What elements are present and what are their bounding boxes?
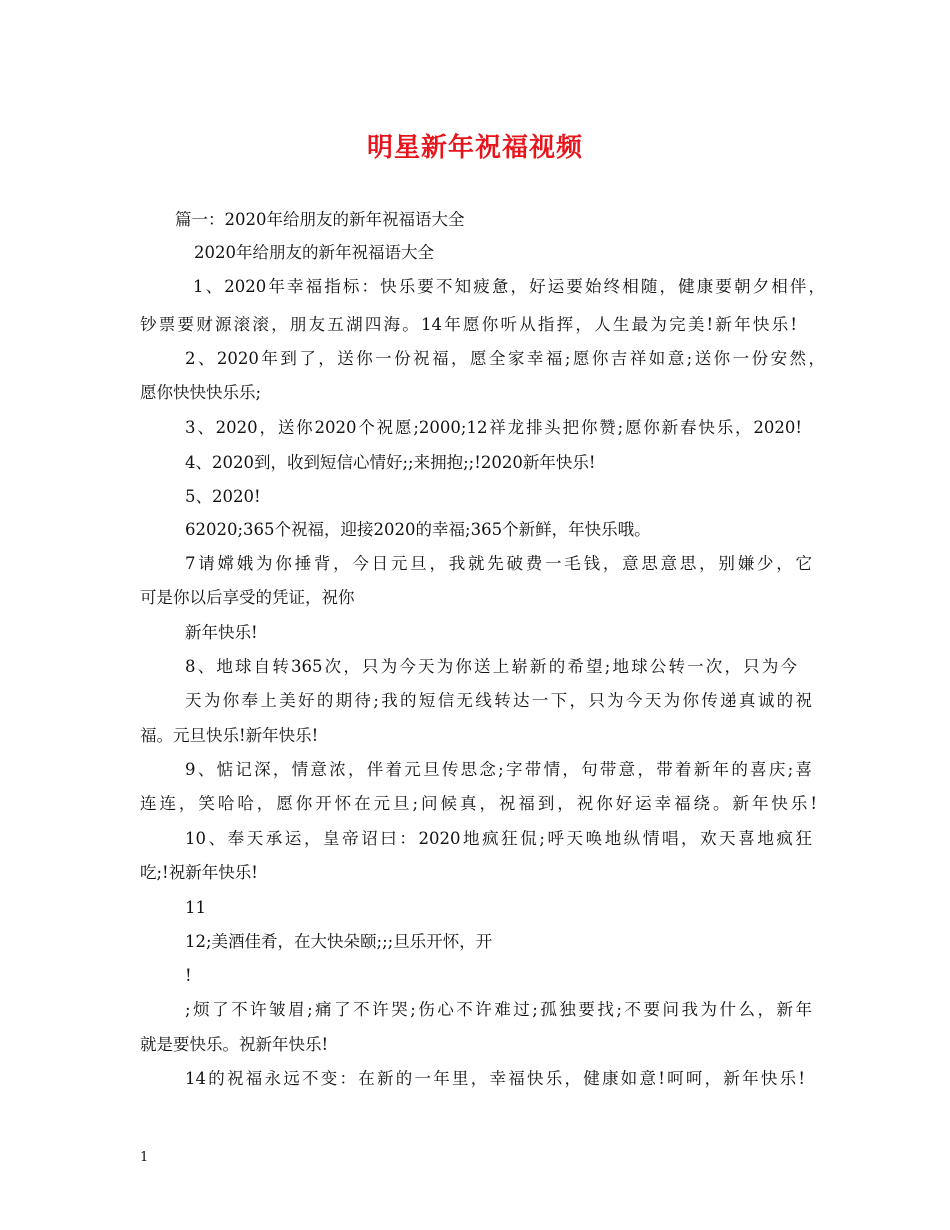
text-line: 2020年给朋友的新年祝福语大全 bbox=[194, 243, 434, 262]
text-line: 5、2020! bbox=[185, 487, 261, 506]
text-line: 9、惦记深，情意浓，伴着元旦传思念;字带情，句带意，带着新年的喜庆;喜 bbox=[185, 760, 812, 779]
text-line: 吃;!祝新年快乐! bbox=[140, 863, 258, 882]
text-line: 愿你快快快乐乐; bbox=[140, 383, 262, 402]
text-line: 钞票要财源滚滚，朋友五湖四海。14年愿你听从指挥，人生最为完美!新年快乐! bbox=[140, 315, 797, 334]
text-line: 3、2020，送你2020个祝愿;2000;12祥龙排头把你赞;愿你新春快乐，2020! bbox=[185, 418, 802, 437]
text-line: 福。元旦快乐!新年快乐! bbox=[140, 726, 319, 745]
text-line: 就是要快乐。祝新年快乐! bbox=[140, 1035, 329, 1054]
text-line: 7请嫦娥为你捶背，今日元旦，我就先破费一毛钱，意思意思，别嫌少，它 bbox=[185, 554, 812, 573]
text-line: 1、2020年幸福指标：快乐要不知疲惫，好运要始终相随，健康要朝夕相伴， bbox=[193, 277, 825, 296]
document-title: 明星新年祝福视频 bbox=[366, 133, 583, 163]
text-line: 10、奉天承运，皇帝诏曰：2020地疯狂侃;呼天唤地纵情唱，欢天喜地疯狂 bbox=[185, 829, 812, 848]
text-line: 12;美酒佳肴，在大快朵颐;;;旦乐开怀，开 bbox=[185, 932, 493, 951]
text-line: 4、2020到，收到短信心情好;;来拥抱;;!2020新年快乐! bbox=[185, 453, 596, 472]
text-line: 8、地球自转365次，只为今天为你送上崭新的希望;地球公转一次，只为今 bbox=[185, 657, 797, 676]
text-line: 新年快乐! bbox=[185, 623, 258, 642]
text-line: 可是你以后享受的凭证，祝你 bbox=[140, 588, 355, 607]
text-line: 14的祝福永远不变：在新的一年里，幸福快乐，健康如意!呵呵，新年快乐! bbox=[185, 1069, 805, 1088]
text-line: 11 bbox=[185, 898, 206, 917]
text-line: 篇一：2020年给朋友的新年祝福语大全 bbox=[175, 210, 465, 229]
text-line: 2、2020年到了，送你一份祝福，愿全家幸福;愿你吉祥如意;送你一份安然， bbox=[185, 349, 825, 368]
text-line: 天为你奉上美好的期待;我的短信无线转达一下，只为今天为你传递真诚的祝 bbox=[185, 691, 812, 710]
text-line: ! bbox=[185, 966, 192, 985]
text-line: 62020;365个祝福，迎接2020的幸福;365个新鲜，年快乐哦。 bbox=[185, 520, 651, 539]
text-line: ;烦了不许皱眉;痛了不许哭;伤心不许难过;孤独要找;不要问我为什么，新年 bbox=[185, 1000, 812, 1019]
text-line: 连连，笑哈哈，愿你开怀在元旦;问候真，祝福到，祝你好运幸福绕。新年快乐! bbox=[140, 794, 817, 813]
page-number: 1 bbox=[140, 1150, 149, 1165]
